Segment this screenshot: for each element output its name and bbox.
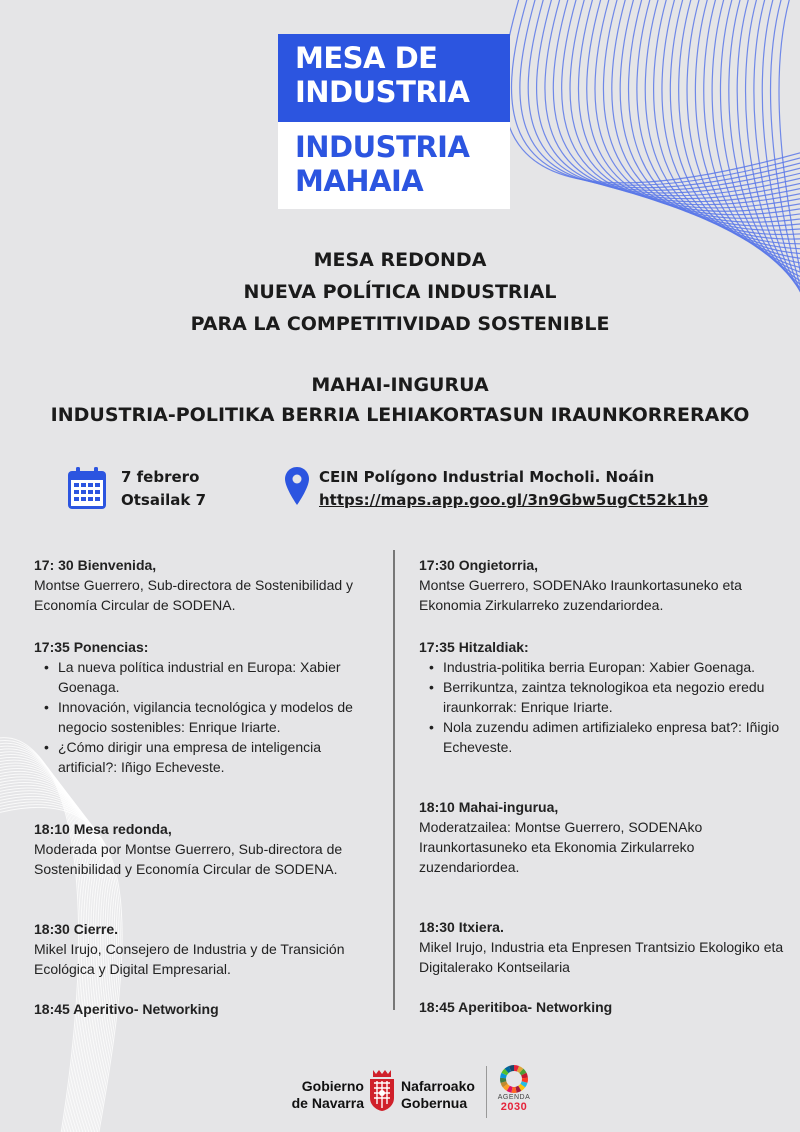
item-title: 17:30 Ongietorria, <box>419 557 539 573</box>
list-item: • Nola zuzendu adimen artifizialeko enpresa bat?: Iñigio Echeveste. <box>443 717 789 757</box>
footer-logos <box>0 1060 800 1120</box>
item-title: 18:10 Mesa redonda, <box>34 821 172 837</box>
program-item-talks <box>419 637 789 757</box>
item-description: Mikel Irujo, Consejero de Industria y de Transición Ecológica y Digital Empresarial. <box>34 941 345 977</box>
gov-es-line-1: Gobierno <box>301 1078 364 1094</box>
event-date <box>121 466 206 512</box>
title-eu-line-2: MAHAIA <box>295 164 424 198</box>
list-item: • Innovación, vigilancia tecnológica y modelos de negocio sostenibles: Enrique Iriarte. <box>58 697 384 737</box>
program-item-aperitif <box>34 999 384 1019</box>
heading-eu-line-1: MAHAI-INGURUA <box>311 374 489 396</box>
event-location <box>319 466 708 512</box>
heading-basque <box>0 370 800 430</box>
item-title: 17:35 Hitzaldiak: <box>419 639 529 655</box>
item-description: Mikel Irujo, Industria eta Enpresen Trantsizio Ekologiko eta Digitalerako Kontseilaria <box>419 939 784 975</box>
program-item-welcome <box>34 555 384 615</box>
date-basque: Otsailak 7 <box>121 491 207 509</box>
title-basque <box>278 122 510 209</box>
agenda-year: 2030 <box>500 1101 528 1113</box>
heading-es-line-3: PARA LA COMPETITIVIDAD SOSTENIBLE <box>190 313 610 335</box>
item-description: Montse Guerrero, SODENAko Iraunkortasuneko eta Ekonomia Zirkularreko zuzendariordea. <box>419 577 742 613</box>
list-item: • Industria-politika berria Europan: Xabier Goenaga. <box>443 657 789 677</box>
item-title: 18:30 Itxiera. <box>419 919 504 935</box>
item-title: 18:45 Aperitivo- Networking <box>34 1001 219 1017</box>
government-name-spanish <box>290 1078 364 1112</box>
heading-es-line-2: NUEVA POLÍTICA INDUSTRIAL <box>243 281 557 303</box>
gov-eu-line-2: Gobernua <box>401 1095 468 1111</box>
item-title: 18:30 Cierre. <box>34 921 119 937</box>
title-es-line-2: INDUSTRIA <box>295 75 470 109</box>
date-spanish: 7 febrero <box>121 468 200 486</box>
location-name: CEIN Polígono Industrial Mocholi. Noáin <box>319 468 655 486</box>
event-title-box <box>278 34 510 209</box>
calendar-icon <box>67 466 107 510</box>
government-name-basque <box>401 1078 475 1112</box>
item-title: 17: 30 Bienvenida, <box>34 557 157 573</box>
heading-spanish <box>0 244 800 340</box>
sdg-wheel-icon <box>499 1064 529 1094</box>
map-pin-icon <box>284 466 310 506</box>
program-item-talks <box>34 637 384 777</box>
agenda-2030-logo <box>494 1064 534 1113</box>
navarra-shield-icon <box>368 1068 396 1112</box>
talks-list <box>419 657 789 757</box>
gov-eu-line-1: Nafarroako <box>401 1078 475 1094</box>
item-title: 18:10 Mahai-ingurua, <box>419 799 559 815</box>
title-es-line-1: MESA DE <box>295 41 438 75</box>
program-item-closing <box>34 919 384 979</box>
program-item-welcome <box>419 555 789 615</box>
agenda-label: AGENDA <box>497 1094 531 1101</box>
title-eu-line-1: INDUSTRIA <box>295 130 470 164</box>
list-item: • La nueva política industrial en Europa: Xabier Goenaga. <box>58 657 384 697</box>
heading-eu-line-2: INDUSTRIA-POLITIKA BERRIA LEHIAKORTASUN IRAUNKORRERAKO <box>50 404 750 426</box>
talks-list <box>34 657 384 777</box>
logo-separator <box>486 1066 487 1118</box>
program-item-round-table <box>419 797 789 877</box>
gov-es-line-2: de Navarra <box>291 1095 364 1111</box>
column-divider <box>393 550 395 1010</box>
item-description: Moderatzailea: Montse Guerrero, SODENAko Iraunkortasuneko eta Ekonomia Zirkularreko zuzendariordea. <box>419 819 703 875</box>
item-description: Montse Guerrero, Sub-directora de Sostenibilidad y Economía Circular de SODENA. <box>34 577 354 613</box>
heading-es-line-1: MESA REDONDA <box>313 249 487 271</box>
item-title: 18:45 Aperitiboa- Networking <box>419 999 613 1015</box>
program-item-round-table <box>34 819 384 879</box>
list-item: • ¿Cómo dirigir una empresa de inteligencia artificial?: Iñigo Echeveste. <box>58 737 384 777</box>
program-item-closing <box>419 917 789 977</box>
list-item: • Berrikuntza, zaintza teknologikoa eta negozio eredu iraunkorrak: Enrique Iriarte. <box>443 677 789 717</box>
location-map-link[interactable]: https://maps.app.goo.gl/3n9Gbw5ugCt52k1h9 <box>319 491 709 509</box>
title-spanish <box>278 34 510 122</box>
program-item-aperitif <box>419 997 789 1017</box>
item-description: Moderada por Montse Guerrero, Sub-directora de Sostenibilidad y Economía Circular de SODENA. <box>34 841 343 877</box>
item-title: 17:35 Ponencias: <box>34 639 149 655</box>
